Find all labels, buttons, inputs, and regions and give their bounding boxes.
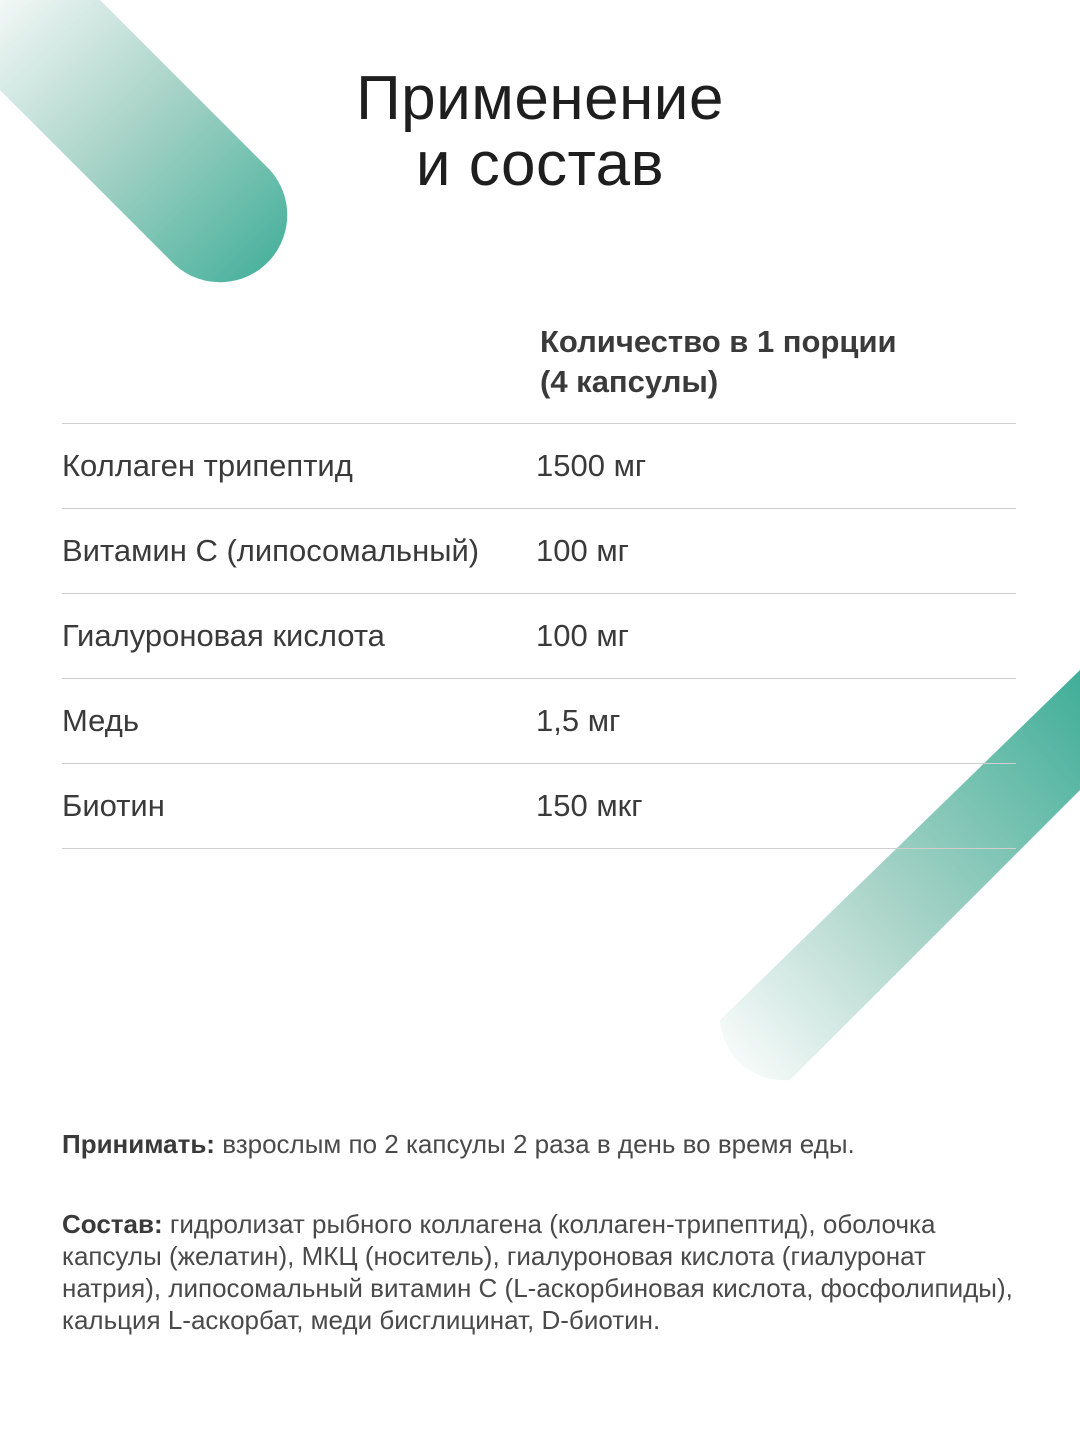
ingredient-amount: 150 мкг (536, 788, 643, 823)
table-row (62, 593, 1016, 678)
ingredient-amount: 100 мг (536, 618, 629, 653)
ingredient-name: Медь (62, 703, 139, 738)
table-row (62, 508, 1016, 593)
ingredient-name: Гиалуроновая кислота (62, 618, 385, 653)
ingredient-name: Биотин (62, 788, 165, 823)
ingredient-name: Витамин С (липосомальный) (62, 533, 480, 568)
composition-text: гидролизат рыбного коллагена (коллаген-трипептид), оболочка капсулы (желатин), МКЦ (носитель), гиалуроновая кислота (гиалуронат натрия), липосомальный витамин С (L-аскорбиновая кислота, фосфолипиды), кальция L-аскорбат, меди бисглицинат, D-биотин. (62, 1209, 1013, 1335)
composition-paragraph (62, 1208, 1022, 1336)
page-title (0, 66, 1080, 198)
usage-text: взрослым по 2 капсулы 2 раза в день во время еды. (214, 1129, 855, 1159)
ingredient-amount: 1500 мг (536, 448, 647, 483)
usage-label: Принимать: (62, 1129, 215, 1159)
ingredient-amount: 1,5 мг (536, 703, 621, 738)
table-row (62, 423, 1016, 508)
amount-header-line2: (4 капсулы) (540, 364, 719, 399)
ingredient-name: Коллаген трипептид (62, 448, 353, 483)
ingredient-amount: 100 мг (536, 533, 629, 568)
table-row (62, 763, 1016, 849)
page-title-line2: и состав (415, 130, 665, 199)
amount-header-line1: Количество в 1 порции (540, 324, 897, 359)
amount-column-header (540, 322, 1020, 402)
ingredients-table (62, 423, 1016, 849)
composition-label: Состав: (62, 1209, 163, 1239)
usage-paragraph (62, 1128, 1022, 1160)
table-row (62, 678, 1016, 763)
page-title-line1: Применение (356, 64, 724, 133)
